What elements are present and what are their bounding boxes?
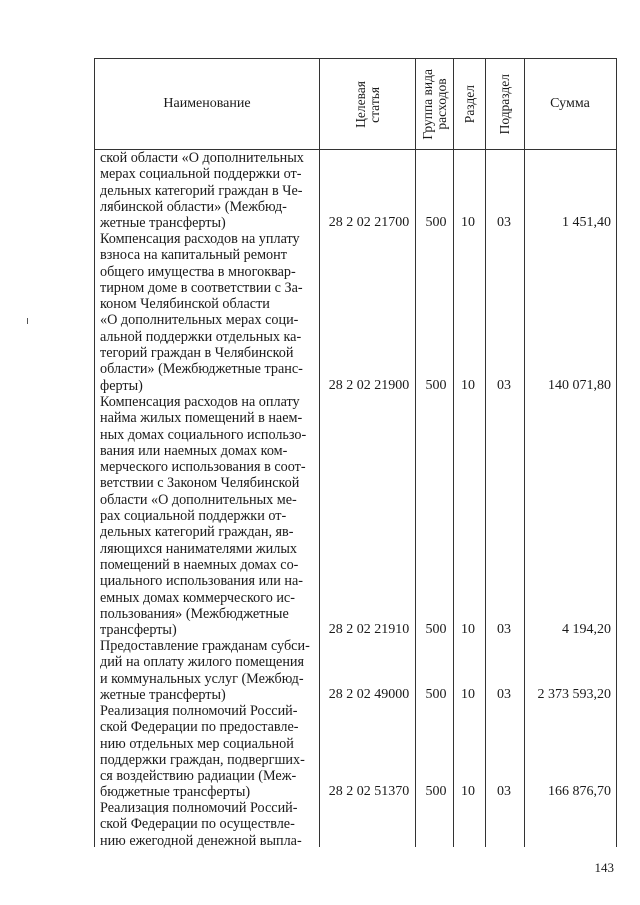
row-code: 28 2 02 21900 (328, 378, 410, 393)
header-code-cell (320, 59, 415, 149)
header-group-cell (416, 59, 453, 149)
row-name: ской области «О дополнительных мерах социальной поддержки от- дельных категорий граждан в Че- лябинской области» (Межбюд- жетные трансферты) (100, 150, 304, 232)
table-body (95, 150, 616, 847)
row-group: 500 (425, 622, 447, 637)
row-code: 28 2 02 21910 (328, 622, 410, 637)
header-subsection: Подраздел (497, 73, 512, 135)
row-subsection: 03 (497, 784, 511, 799)
row-code: 28 2 02 51370 (328, 784, 410, 799)
page-number: 143 (594, 860, 614, 875)
budget-table (94, 58, 617, 847)
row-section: 10 (461, 687, 475, 702)
header-subsection-cell (486, 59, 524, 149)
row-sum: 166 876,70 (548, 784, 611, 799)
row-section: 10 (461, 622, 475, 637)
header-name: Наименование (163, 96, 251, 111)
row-sum: 4 194,20 (562, 622, 611, 637)
row-sum: 1 451,40 (562, 215, 611, 230)
row-name: Компенсация расходов на уплату взноса на капитальный ремонт общего имущества в многоквар- тирном доме в соответствии с За- коном Челябинской области «О дополнительных мерах соци- альной поддержки отдельных ка- тегорий граждан в Челябинской области» (Межбюджетные транс- ферты) (100, 231, 303, 394)
row-subsection: 03 (497, 622, 511, 637)
row-name: Реализация полномочий Россий- ской Федерации по предоставле- нию отдельных мер социальной поддержки граждан, подвергших- ся воздействию радиации (Меж- бюджетные трансферты) (100, 703, 305, 801)
header-code: Целевая статья (352, 80, 382, 128)
row-name: Реализация полномочий Россий- ской Федерации по осуществле- нию ежегодной денежной выпла- (100, 800, 302, 849)
row-subsection: 03 (497, 215, 511, 230)
header-section: Раздел (461, 84, 477, 124)
header-group: Группа вида расходов (419, 68, 449, 140)
row-subsection: 03 (497, 378, 511, 393)
row-section: 10 (461, 784, 475, 799)
header-sum: Сумма (550, 96, 590, 111)
row-group: 500 (425, 378, 447, 393)
row-section: 10 (461, 215, 475, 230)
row-sum: 2 373 593,20 (537, 687, 611, 702)
row-group: 500 (425, 784, 447, 799)
row-section: 10 (461, 378, 475, 393)
header-section-cell (454, 59, 485, 149)
row-code: 28 2 02 21700 (328, 215, 410, 230)
row-sum: 140 071,80 (548, 378, 611, 393)
row-subsection: 03 (497, 687, 511, 702)
row-name: Предоставление гражданам субси- дий на оплату жилого помещения и коммунальных услуг (Межбюд- жетные трансферты) (100, 638, 310, 703)
row-group: 500 (425, 215, 447, 230)
row-name: Компенсация расходов на оплату найма жилых помещений в наем- ных домах социального использо- вания или наемных домах ком- мерческого использования в соот- ветствии с Законом Челябинской области «О дополнительных ме- рах социальной поддержки от- дельных категорий граждан, яв- ляющихся нанимателями жилых помещений в наемных домах со- циального использования или на- емных домах коммерческого ис- пользования» (Межбюджетные трансферты) (100, 394, 307, 639)
row-code: 28 2 02 49000 (328, 687, 410, 702)
row-group: 500 (425, 687, 447, 702)
margin-mark (27, 318, 28, 324)
